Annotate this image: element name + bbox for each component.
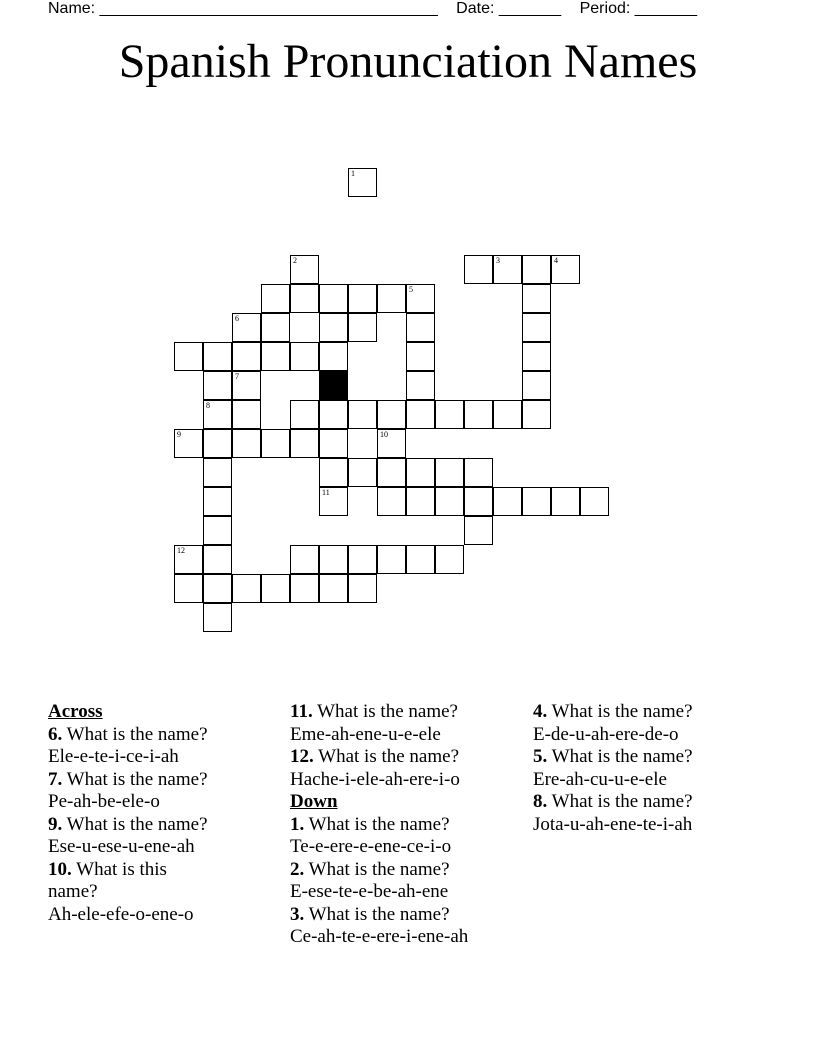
crossword-cell[interactable] (232, 342, 261, 371)
clue-answer-hint: Hache-i-ele-ah-ere-i-o (290, 768, 460, 790)
crossword-cell[interactable] (348, 574, 377, 603)
clue-across-6 (48, 724, 278, 769)
clue-question: What is the name? (62, 813, 208, 835)
crossword-cell[interactable] (348, 168, 377, 197)
crossword-cell[interactable] (290, 255, 319, 284)
clue-across-10 (48, 859, 208, 927)
crossword-cell[interactable] (348, 458, 377, 487)
crossword-cell[interactable] (493, 255, 522, 284)
crossword-cell[interactable] (493, 400, 522, 429)
clue-number: 2. (290, 858, 305, 880)
crossword-cell[interactable] (377, 429, 406, 458)
clue-number-label: 3 (496, 256, 500, 265)
crossword-cell[interactable] (290, 342, 319, 371)
clue-question: What is the name? (62, 768, 208, 790)
crossword-cell[interactable] (406, 371, 435, 400)
crossword-cell[interactable] (348, 545, 377, 574)
crossword-cell[interactable] (203, 342, 232, 371)
clue-across-12 (290, 746, 522, 791)
clues-column-3 (533, 701, 773, 836)
clue-number-label: 1 (351, 169, 355, 178)
crossword-cell[interactable] (232, 313, 261, 342)
clue-across-9 (48, 814, 278, 859)
crossword-cell[interactable] (406, 487, 435, 516)
crossword-cell[interactable] (319, 313, 348, 342)
crossword-cell[interactable] (203, 574, 232, 603)
crossword-cell[interactable] (261, 313, 290, 342)
crossword-cell[interactable] (319, 400, 348, 429)
clue-answer-hint: Ah-ele-efe-o-ene-o (48, 903, 194, 925)
clue-number-label: 10 (380, 430, 388, 439)
crossword-cell[interactable] (464, 400, 493, 429)
crossword-cell[interactable] (377, 458, 406, 487)
crossword-cell[interactable] (319, 545, 348, 574)
crossword-cell[interactable] (551, 255, 580, 284)
crossword-cell[interactable] (174, 574, 203, 603)
clue-number: 5. (533, 746, 548, 767)
clue-number: 4. (533, 701, 548, 722)
crossword-cell[interactable] (290, 429, 319, 458)
crossword-cell[interactable] (377, 545, 406, 574)
crossword-cell[interactable] (261, 342, 290, 371)
crossword-cell[interactable] (290, 545, 319, 574)
crossword-cell[interactable] (261, 574, 290, 603)
crossword-cell[interactable] (203, 487, 232, 516)
clue-answer-hint: E-de-u-ah-ere-de-o (533, 723, 679, 745)
crossword-cell[interactable] (377, 284, 406, 313)
crossword-cell[interactable] (290, 400, 319, 429)
crossword-cell[interactable] (203, 603, 232, 632)
clue-question: What is this name? (48, 858, 167, 902)
clue-question: What is the name? (312, 701, 458, 722)
clue-question: What is the name? (304, 858, 450, 880)
clue-across-11 (290, 701, 522, 746)
clue-answer-hint: Eme-ah-ene-u-e-ele (290, 723, 441, 745)
clue-answer-hint: Pe-ah-be-ele-o (48, 791, 160, 812)
page-title: Spanish Pronunciation Names (118, 35, 698, 88)
name-field-label: Name: ______________________________________ (48, 0, 438, 17)
clue-answer-hint: Ce-ah-te-e-ere-i-ene-ah (290, 926, 469, 947)
date-field-label: Date: _______ (456, 0, 562, 17)
crossword-cell[interactable] (522, 400, 551, 429)
clue-down-2 (290, 859, 522, 904)
clue-number: 3. (290, 903, 305, 925)
crossword-cell[interactable] (319, 574, 348, 603)
crossword-cell[interactable] (319, 429, 348, 458)
crossword-cell[interactable] (319, 458, 348, 487)
crossword-black-cell (319, 371, 348, 400)
crossword-cell[interactable] (435, 545, 464, 574)
crossword-cell[interactable] (377, 400, 406, 429)
clue-question: What is the name? (547, 746, 693, 767)
crossword-cell[interactable] (493, 487, 522, 516)
crossword-cell[interactable] (406, 545, 435, 574)
clue-number-label: 2 (293, 256, 297, 265)
crossword-cell[interactable] (522, 487, 551, 516)
clue-number-label: 6 (235, 314, 239, 323)
clue-down-3 (290, 904, 522, 949)
clue-question: What is the name? (62, 723, 208, 745)
crossword-cell[interactable] (464, 458, 493, 487)
clue-number-label: 12 (177, 546, 185, 555)
clue-number-label: 9 (177, 430, 181, 439)
crossword-cell[interactable] (464, 516, 493, 545)
crossword-cell[interactable] (435, 458, 464, 487)
crossword-cell[interactable] (174, 545, 203, 574)
crossword-cell[interactable] (290, 574, 319, 603)
crossword-cell[interactable] (522, 255, 551, 284)
clue-number: 11. (290, 701, 313, 722)
crossword-cell[interactable] (464, 487, 493, 516)
crossword-cell[interactable] (232, 574, 261, 603)
crossword-cell[interactable] (203, 429, 232, 458)
crossword-cell[interactable] (522, 313, 551, 342)
crossword-cell[interactable] (522, 371, 551, 400)
crossword-cell[interactable] (174, 429, 203, 458)
crossword-cell[interactable] (522, 284, 551, 313)
crossword-cell[interactable] (435, 400, 464, 429)
clue-down-1 (290, 814, 522, 859)
clue-answer-hint: Ere-ah-cu-u-e-ele (533, 768, 667, 790)
crossword-cell[interactable] (232, 371, 261, 400)
crossword-cell[interactable] (522, 342, 551, 371)
crossword-cell[interactable] (261, 429, 290, 458)
period-field-label: Period: _______ (579, 0, 698, 17)
crossword-cell[interactable] (348, 313, 377, 342)
crossword-cell[interactable] (406, 400, 435, 429)
crossword-cell[interactable] (435, 487, 464, 516)
crossword-cell[interactable] (406, 342, 435, 371)
clue-question: What is the name? (547, 791, 693, 812)
crossword-cell[interactable] (319, 284, 348, 313)
clue-number-label: 4 (554, 256, 558, 265)
crossword-cell[interactable] (348, 284, 377, 313)
clue-number: 9. (48, 813, 63, 835)
crossword-cell[interactable] (203, 371, 232, 400)
clue-answer-hint: Te-e-ere-e-ene-ce-i-o (290, 836, 452, 857)
crossword-cell[interactable] (348, 400, 377, 429)
clue-down-5 (533, 746, 773, 791)
crossword-cell[interactable] (406, 313, 435, 342)
crossword-cell[interactable] (203, 516, 232, 545)
crossword-cell[interactable] (232, 429, 261, 458)
crossword-cell[interactable] (319, 487, 348, 516)
crossword-cell[interactable] (377, 487, 406, 516)
clue-number: 8. (533, 791, 548, 812)
clue-answer-hint: Ele-e-te-i-ce-i-ah (48, 746, 179, 767)
clues-column-1 (48, 701, 278, 926)
clue-number: 7. (48, 768, 63, 790)
crossword-cell[interactable] (406, 458, 435, 487)
clue-number: 1. (290, 813, 305, 835)
clue-number: 12. (290, 746, 314, 767)
clue-answer-hint: Ese-u-ese-u-ene-ah (48, 836, 195, 857)
clue-question: What is the name? (547, 701, 693, 722)
crossword-cell[interactable] (290, 284, 319, 313)
clue-question: What is the name? (304, 813, 450, 835)
crossword-cell[interactable] (406, 284, 435, 313)
crossword-cell[interactable] (203, 400, 232, 429)
crossword-cell[interactable] (232, 400, 261, 429)
clue-down-4 (533, 701, 773, 746)
clue-number-label: 11 (322, 488, 330, 497)
clue-question: What is the name? (304, 903, 450, 925)
clue-number: 6. (48, 723, 63, 745)
across-heading: Across (48, 701, 103, 722)
clues-column-2 (290, 701, 522, 949)
crossword-cell[interactable] (551, 487, 580, 516)
crossword-cell[interactable] (174, 342, 203, 371)
clue-number-label: 8 (206, 401, 210, 410)
crossword-cell[interactable] (203, 458, 232, 487)
clue-across-7 (48, 769, 278, 814)
down-heading: Down (290, 791, 338, 812)
clue-answer-hint: Jota-u-ah-ene-te-i-ah (533, 813, 693, 835)
crossword-cell[interactable] (203, 545, 232, 574)
clue-number: 10. (48, 858, 72, 880)
clue-question: What is the name? (313, 746, 460, 767)
crossword-cell[interactable] (319, 342, 348, 371)
clue-down-8 (533, 791, 773, 836)
crossword-cell[interactable] (580, 487, 609, 516)
crossword-cell[interactable] (464, 255, 493, 284)
clue-answer-hint: E-ese-te-e-be-ah-ene (290, 881, 449, 902)
clue-number-label: 5 (409, 285, 413, 294)
clue-number-label: 7 (235, 372, 239, 381)
crossword-cell[interactable] (261, 284, 290, 313)
